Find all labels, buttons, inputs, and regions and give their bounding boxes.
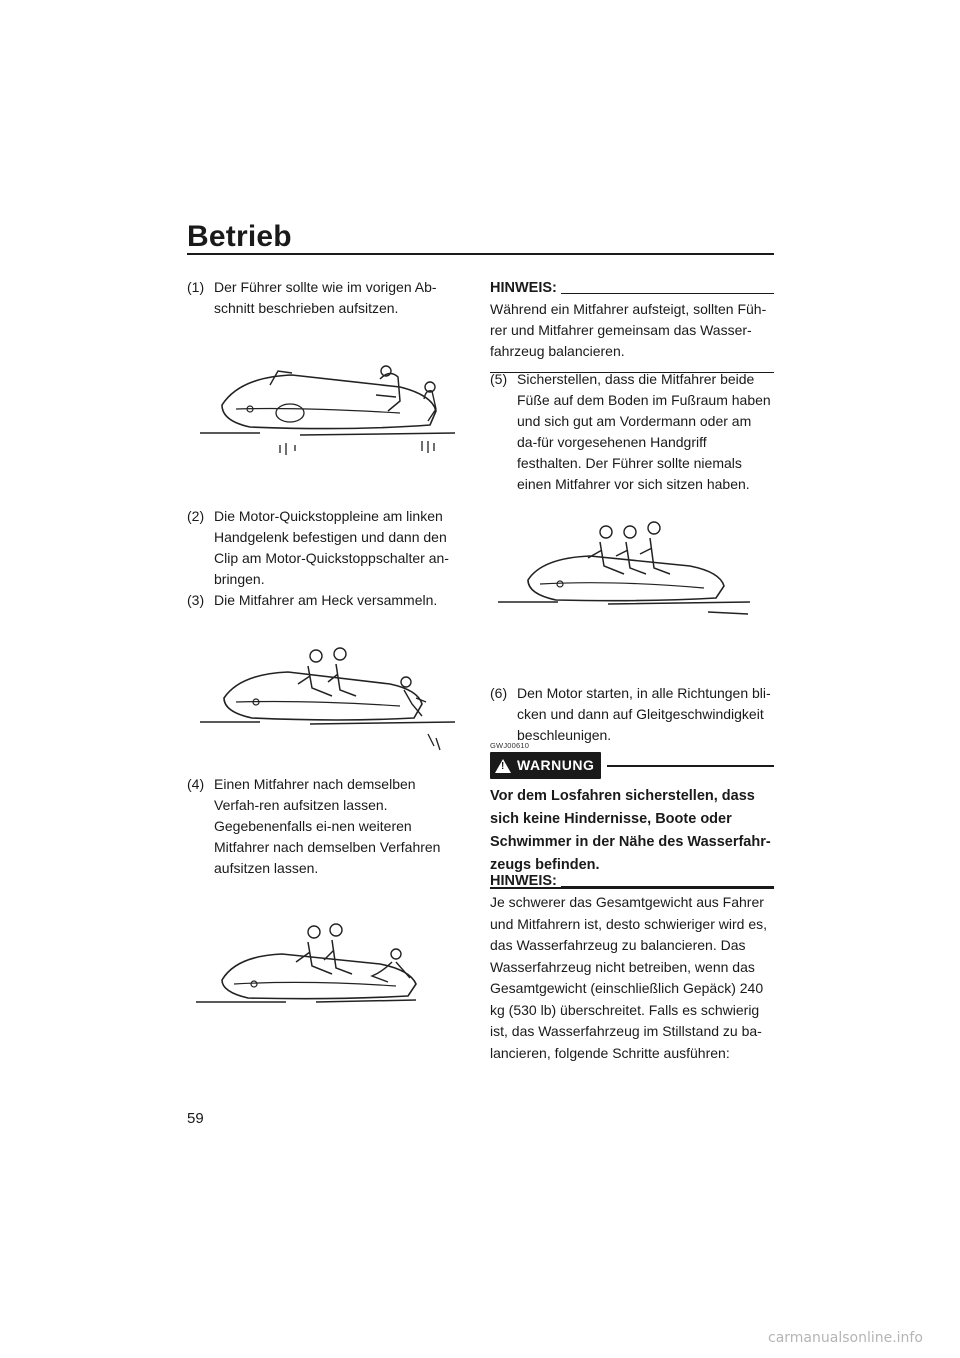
step-6-number: (6)	[490, 685, 508, 701]
illustration-riding-together	[498, 518, 758, 628]
step-3	[187, 590, 461, 611]
step-5-text: Sicherstellen, dass die Mitfahrer beide Füße auf dem Boden im Fußraum haben und sich gut am Vordermann oder am da-für vorgesehenen Handgriff festhalten. Der Führer sollte niemals einen Mitfahrer vor sich sitzen haben.	[517, 371, 771, 492]
warning-block	[490, 741, 774, 889]
step-4	[187, 774, 461, 879]
note-2-heading: HINWEIS:	[490, 873, 557, 889]
step-2	[187, 506, 461, 590]
note-2-text: Je schwerer das Gesamtgewicht aus Fahrer und Mitfahrern ist, desto schwieriger wird es, das Wasserfahrzeug zu balancieren. Das Wasserfahrzeug nicht betreiben, wenn das Gesamtgewicht (einschließlich Gepäck) 240 kg (530 lb) überschreitet. Falls es schwierig ist, das Wasserfahrzeug im Stillstand zu ba-lancieren, folgende Schritte ausführen:	[490, 894, 767, 1061]
step-5	[490, 369, 774, 495]
step-5-number: (5)	[490, 371, 508, 387]
step-1	[187, 277, 461, 319]
title-rule	[187, 253, 774, 255]
warning-label: WARNUNG	[517, 757, 595, 773]
page-number: 59	[187, 1110, 204, 1127]
note-1-heading: HINWEIS:	[490, 280, 557, 296]
note-1-text: Während ein Mitfahrer aufsteigt, sollten Füh-rer und Mitfahrer gemeinsam das Wasser-fahrzeug balancieren.	[490, 301, 767, 359]
step-1-number: (1)	[187, 279, 205, 295]
step-6	[490, 683, 774, 746]
step-6-text: Den Motor starten, in alle Richtungen bli-cken und dann auf Gleitgeschwindigkeit beschleunigen.	[517, 685, 771, 743]
note-2	[490, 873, 774, 1064]
illustration-riders-at-stern	[200, 642, 460, 757]
step-3-number: (3)	[187, 592, 205, 608]
step-4-text: Einen Mitfahrer nach demselben Verfah-ren aufsitzen lassen. Gegebenenfalls ei-nen weiteren Mitfahrer nach demselben Verfahren aufsitzen lassen.	[214, 776, 441, 876]
step-2-text: Die Motor-Quickstoppleine am linken Handgelenk befestigen und dann den Clip am Motor-Quickstoppschalter an-bringen.	[214, 508, 449, 587]
warning-code: GWJ00610	[490, 741, 530, 750]
illustration-passenger-boarding	[196, 918, 461, 1018]
footer-watermark: carmanualsonline.info	[768, 1330, 923, 1346]
warning-text: Vor dem Losfahren sicherstellen, dass sich keine Hindernisse, Boote oder Schwimmer in der Nähe des Wasserfahr-zeugs befinden.	[490, 788, 771, 873]
step-2-number: (2)	[187, 508, 205, 524]
illustration-rider-boarding	[200, 365, 460, 460]
warning-icon: !	[495, 759, 511, 773]
step-4-number: (4)	[187, 776, 205, 792]
note-1	[490, 280, 774, 373]
step-1-text: Der Führer sollte wie im vorigen Ab-schnitt beschrieben aufsitzen.	[214, 279, 437, 316]
page-title: Betrieb	[187, 220, 292, 253]
step-3-text: Die Mitfahrer am Heck versammeln.	[214, 592, 438, 608]
warning-badge	[490, 752, 601, 779]
